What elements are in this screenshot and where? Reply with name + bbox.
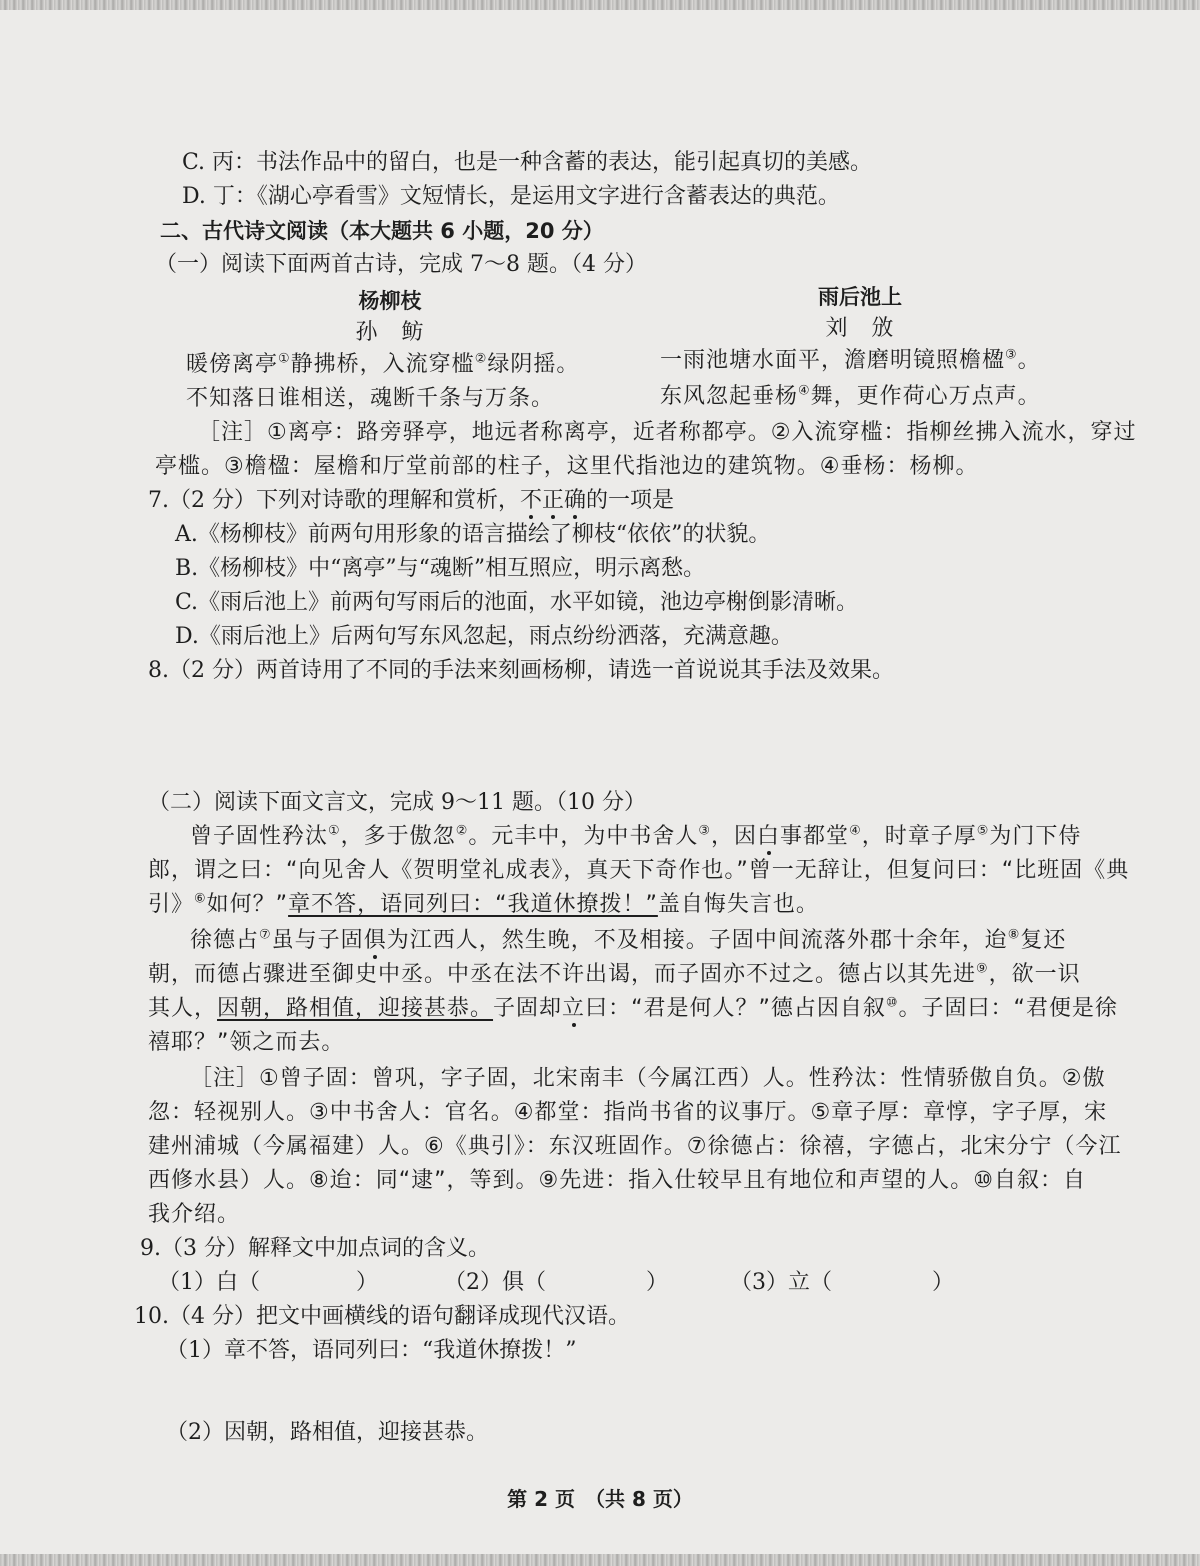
prose-p1-line2: 郎，谓之曰：“向见舍人《贺明堂礼成表》，真天下奇作也。”曾一无辞让，但复问曰：“比班固《典 (148, 858, 1130, 883)
poem1-author: 孙 鲂 (355, 320, 425, 345)
prose-p2-line1: 徐德占⑦虽与子固俱为江西人，然生晚，不及相接。子固中间流落外郡十余年，迨⑧复还 (190, 927, 1067, 953)
question-7-option-d: D.《雨后池上》后两句写东风忽起，雨点纷纷洒落，充满意趣。 (175, 624, 793, 649)
prose-notes-line5: 我介绍。 (148, 1202, 241, 1227)
option-c: C. 丙：书法作品中的留白，也是一种含蓄的表达，能引起真切的美感。 (182, 150, 873, 175)
prose-p1-line3: 引》⑥如何？”章不答，语同列曰：“我道休撩拨！”盖自悔失言也。 (148, 891, 819, 917)
prose-notes-line3: 建州浦城（今属福建）人。⑥《典引》：东汉班固作。⑦徐德占：徐禧，字德占，北宋分宁（今江 (148, 1134, 1122, 1159)
poem1-line2: 不知落日谁相送，魂断千条与万条。 (186, 386, 555, 411)
poem2-title: 雨后池上 (818, 285, 902, 309)
question-9-item3-close: ） (932, 1270, 955, 1295)
poem2-line1: 一雨池塘水面平，澹磨明镜照檐楹③。 (660, 347, 1041, 373)
part1-intro: （一）阅读下面两首古诗，完成 7～8 题。（4 分） (155, 252, 647, 277)
question-10-stem: 10.（4 分）把文中画横线的语句翻译成现代汉语。 (134, 1304, 630, 1329)
question-8: 8.（2 分）两首诗用了不同的手法来刻画杨柳，请选一首说说其手法及效果。 (148, 658, 894, 683)
section-heading: 二、古代诗文阅读（本大题共 6 小题，20 分） (160, 219, 604, 243)
scan-edge-top (0, 0, 1200, 10)
prose-p1-line1: 曾子固性矜汰①，多于傲忽②。元丰中，为中书舍人③，因白事都堂④，时章子厚⑤为门下侍 (190, 823, 1082, 849)
poem2-line2: 东风忽起垂杨④舞，更作荷心万点声。 (660, 383, 1041, 409)
part2-intro: （二）阅读下面文言文，完成 9～11 题。（10 分） (148, 790, 646, 815)
question-9-item3: （3）立（ (730, 1270, 832, 1295)
poem1-title: 杨柳枝 (358, 289, 422, 313)
prose-p2-line3: 其人，因朝，路相值，迎接甚恭。子固却立曰：“君是何人？”德占因自叙⑩。子固曰：“君便是徐 (148, 995, 1118, 1021)
question-9-item1: （1）白（ (158, 1270, 260, 1295)
prose-p2-line4: 禧耶？”领之而去。 (148, 1030, 345, 1055)
question-9-item2-close: ） (646, 1270, 669, 1295)
prose-notes-line2: 忽：轻视别人。③中书舍人：官名。④都堂：指尚书省的议事厅。⑤章子厚：章惇，字子厚，宋 (148, 1100, 1108, 1125)
poem2-author: 刘 攽 (825, 316, 895, 341)
prose-p2-line2: 朝，而德占骤进至御史中丞。中丞在法不许出谒，而子固亦不过之。德占以其先进⑨，欲一识 (148, 961, 1081, 987)
question-7-option-b: B.《杨柳枝》中“离亭”与“魂断”相互照应，明示离愁。 (175, 556, 706, 581)
question-7-option-a: A.《杨柳枝》前两句用形象的语言描绘了柳枝“依依”的状貌。 (175, 522, 771, 547)
question-9-item1-close: ） (356, 1270, 379, 1295)
bleed-through (150, 720, 172, 751)
question-10-sentence1: （1）章不答，语同列曰：“我道休撩拨！” (166, 1338, 577, 1363)
question-10-sentence2: （2）因朝，路相值，迎接甚恭。 (166, 1420, 488, 1445)
question-7-option-c: C.《雨后池上》前两句写雨后的池面，水平如镜，池边亭榭倒影清晰。 (175, 590, 859, 615)
option-d: D. 丁：《湖心亭看雪》文短情长，是运用文字进行含蓄表达的典范。 (182, 184, 840, 209)
poem-notes-line2: 亭槛。③檐楹：屋檐和厅堂前部的柱子，这里代指池边的建筑物。④垂杨：杨柳。 (155, 454, 979, 479)
question-7-stem: 7.（2 分）下列对诗歌的理解和赏析，不正确的一项是 (148, 488, 675, 513)
prose-notes-line4: 西修水县）人。⑧迨：同“逮”，等到。⑨先进：指入仕较早且有地位和声望的人。⑩自叙：自 (148, 1168, 1086, 1193)
poem1-line1: 暖傍离亭①静拂桥，入流穿槛②绿阴摇。 (186, 351, 580, 377)
question-9-stem: 9.（3 分）解释文中加点词的含义。 (140, 1236, 490, 1261)
scan-edge-bottom (0, 1554, 1200, 1566)
question-9-item2: （2）俱（ (444, 1270, 546, 1295)
poem-notes-line1: ［注］①离亭：路旁驿亭，地远者称离亭，近者称都亭。②入流穿槛：指柳丝拂入流水，穿过 (198, 420, 1137, 445)
prose-notes-line1: ［注］①曾子固：曾巩，字子固，北宋南丰（今属江西）人。性矜汰：性情骄傲自负。②傲 (190, 1066, 1106, 1091)
page-number: 第 2 页 （共 8 页） (507, 1487, 693, 1511)
